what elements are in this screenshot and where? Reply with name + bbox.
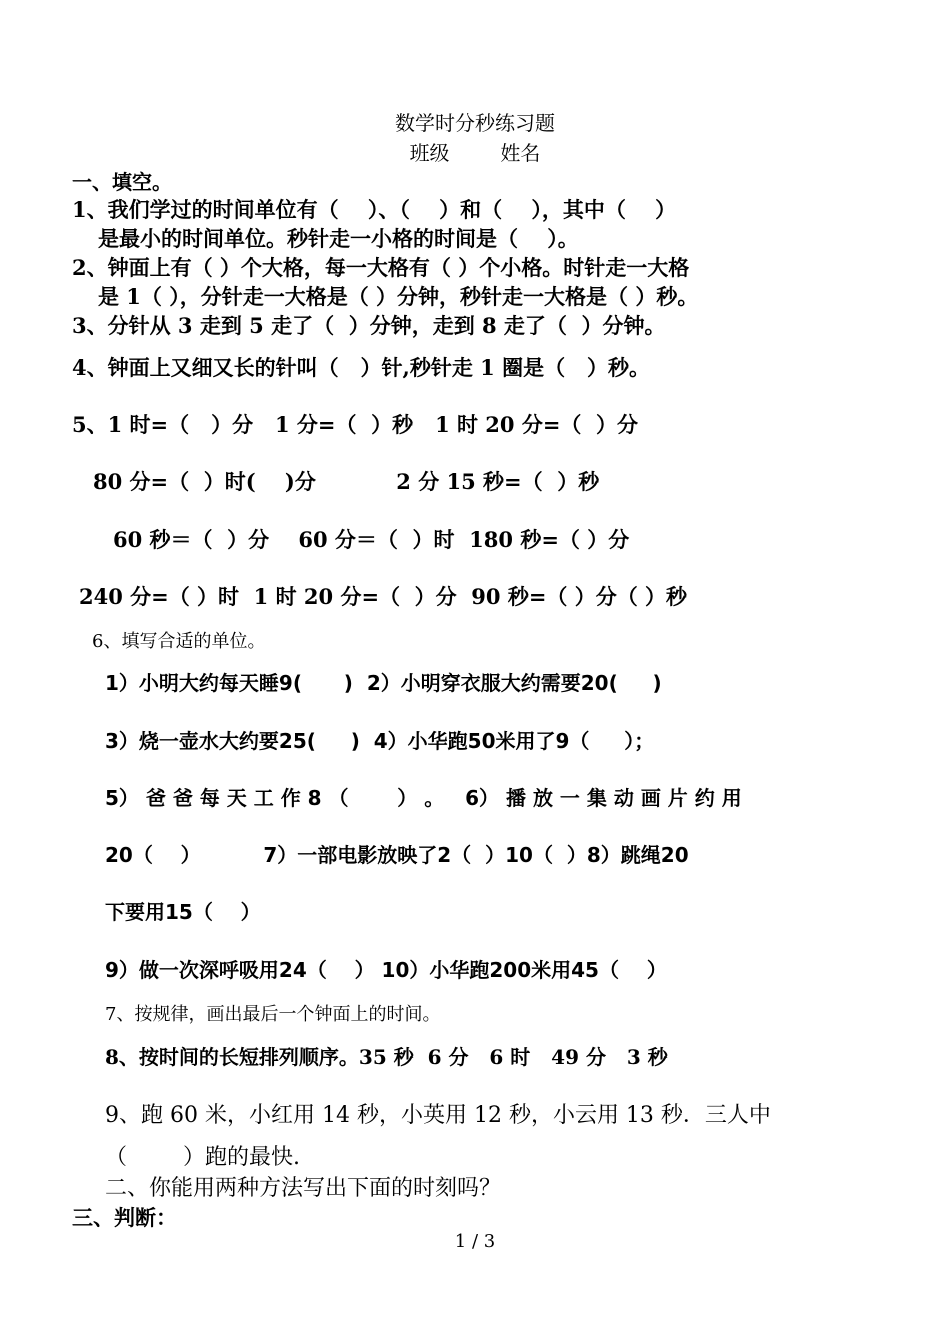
question-5-line-1: 5、1 时=（ ）分 1 分=（ ）秒 1 时 20 分=（ ）分 <box>72 412 639 437</box>
question-6-title: 6、填写合适的单位。 <box>92 631 266 652</box>
question-5-line-2: 80 分=（ ）时( )分 2 分 15 秒=（ ）秒 <box>93 469 600 494</box>
question-6-line-5: 下要用15（ ） <box>105 900 261 924</box>
question-6-line-3: 5） 爸 爸 每 天 工 作 8 （ ） 。 6） 播 放 一 集 动 画 片 约 用 <box>105 786 742 810</box>
section-2-title: 二、你能用两种方法写出下面的时刻吗？ <box>105 1176 502 1201</box>
question-2-line-2: 是 1（ ），分针走一大格是（ ）分钟，秒针走一大格是（ ）秒。 <box>98 284 699 309</box>
section-1-title: 一、填空。 <box>72 170 172 194</box>
question-1-line-1: 1、我们学过的时间单位有（ ）、（ ）和（ ），其中（ ） <box>72 197 677 222</box>
question-6-line-6: 9）做一次深呼吸用24（ ） 10）小华跑200米用45（ ） <box>105 958 667 982</box>
question-3: 3、分针从 3 走到 5 走了（ ）分钟，走到 8 走了（ ）分钟。 <box>72 313 666 338</box>
question-5-line-3: 60 秒＝（ ）分 60 分＝（ ）时 180 秒=（ ）分 <box>113 527 630 552</box>
question-5-line-4: 240 分=（ ）时 1 时 20 分=（ ）分 90 秒=（ ）分（ ）秒 <box>79 584 688 609</box>
question-9-line-2: （ ）跑的最快. <box>105 1145 300 1170</box>
class-name-line: 班级 姓名 <box>409 141 541 165</box>
page-number: 1 / 3 <box>454 1231 496 1252</box>
page-title: 数学时分秒练习题 <box>395 111 555 135</box>
question-9-line-1: 9、跑 60 米，小红用 14 秒，小英用 12 秒，小云用 13 秒．三人中 <box>105 1103 771 1128</box>
question-8: 8、按时间的长短排列顺序。35 秒 6 分 6 时 49 分 3 秒 <box>105 1045 668 1069</box>
section-3-title: 三、判断： <box>72 1205 177 1230</box>
question-2-line-1: 2、钟面上有（ ）个大格，每一大格有（ ）个小格。时针走一大格 <box>72 255 690 280</box>
question-6-line-4: 20（ ） 7）一部电影放映了2（ ）10（ ）8）跳绳20 <box>105 843 689 867</box>
question-4: 4、钟面上又细又长的针叫（ ）针,秒针走 1 圈是（ ）秒。 <box>72 355 651 380</box>
question-6-line-1: 1）小明大约每天睡9( ) 2）小明穿衣服大约需要20( ) <box>105 671 662 695</box>
question-1-line-2: 是最小的时间单位。秒针走一小格的时间是（ ）。 <box>98 226 579 251</box>
question-7: 7、按规律，画出最后一个钟面上的时间。 <box>105 1004 441 1025</box>
question-6-line-2: 3）烧一壶水大约要25( ) 4）小华跑50米用了9（ ）； <box>105 729 655 753</box>
